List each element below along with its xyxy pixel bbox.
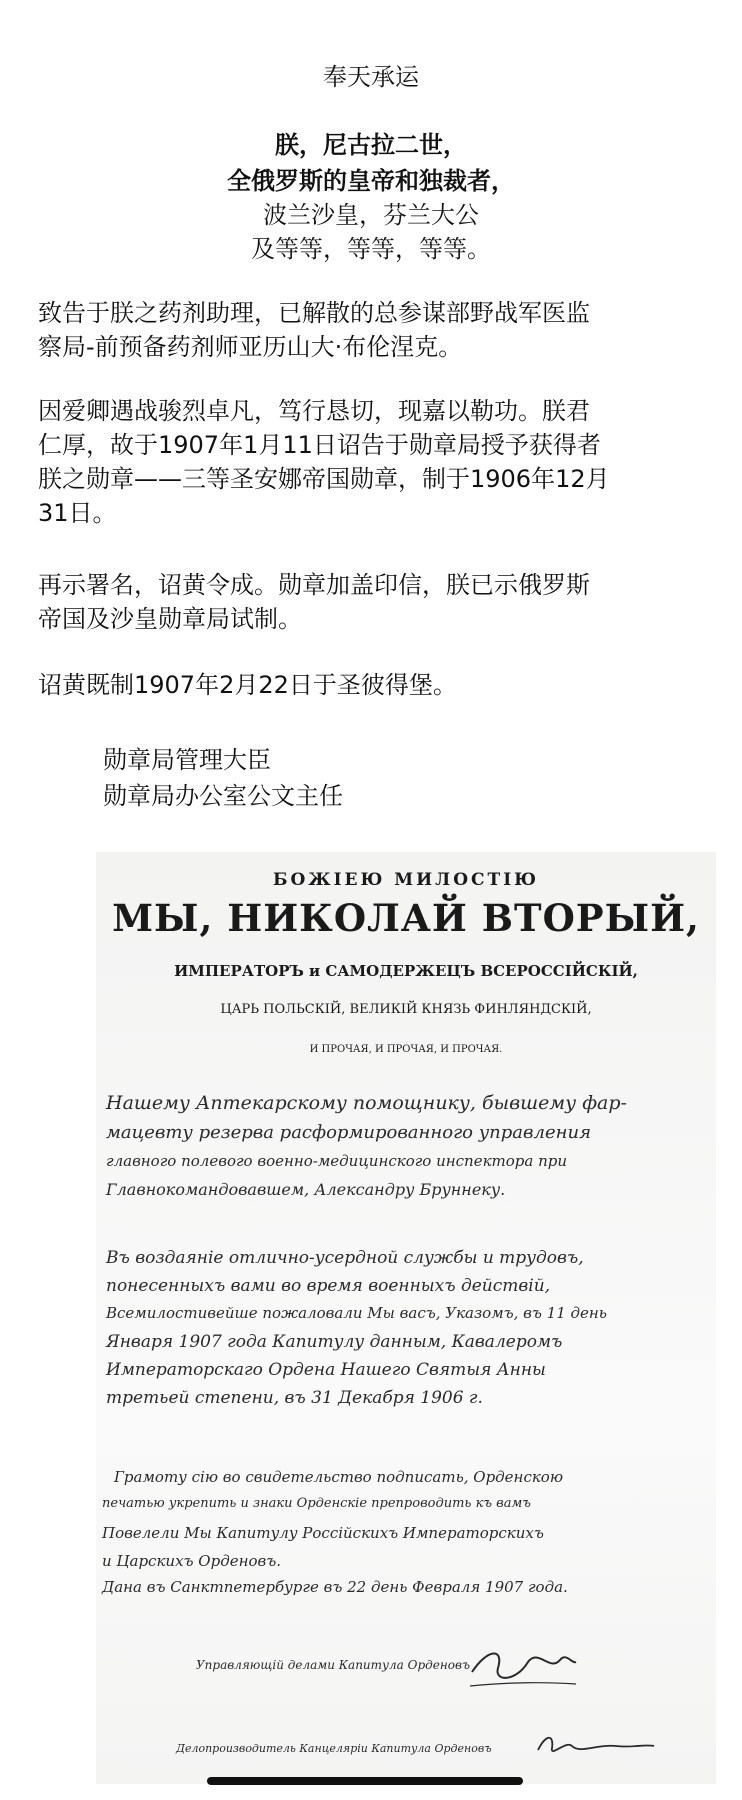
translation-heading: 奉天承运 [323,63,419,91]
handwritten-line: Императорскаго Ордена Нашего Святыя Анны [106,1360,546,1380]
handwritten-line: Дана въ Санктпетербурге въ 22 день Февраля 1907 года. [102,1578,568,1596]
diploma-header-grace: БОЖІЕЮ МИЛОСТІЮ [272,870,540,890]
handwritten-line: Делопроизводитель Канцеляріи Капитула Орденовъ [176,1742,492,1755]
paragraph-line: 再示署名，诏黄令成。勋章加盖印信，朕已示俄罗斯 [38,571,590,599]
paragraph-line: 帝国及沙皇勋章局试制。 [38,605,302,633]
handwritten-line: и Царскихъ Орденовъ. [102,1552,281,1570]
handwritten-line: печатью укрепить и знаки Орденскіе препроводить къ вамъ [102,1496,531,1511]
paragraph-line: 察局-前预备药剂师亚历山大·布伦涅克。 [38,333,463,361]
home-indicator[interactable] [207,1777,523,1785]
paragraph-line: 因爱卿遇战骏烈卓凡，笃行恳切，现嘉以勒功。朕君 [38,397,590,425]
handwritten-line: Въ воздаяніе отлично-усердной службы и трудовъ, [106,1248,584,1268]
paragraph-line: 诏黄既制1907年2月22日于圣彼得堡。 [38,671,457,699]
handwritten-line: третьей степени, въ 31 Декабря 1906 г. [106,1388,483,1408]
title-line: 朕，尼古拉二世， [275,131,467,159]
handwritten-line: мацевту резерва расформированного управления [106,1122,591,1143]
signatories [103,742,343,814]
handwritten-line: главного полевого военно-медицинского инспектора при [106,1152,568,1170]
handwritten-line: Грамоту сію во свидетельство подписать, Орденскою [114,1468,564,1486]
title-line: 全俄罗斯的皇帝和独裁者， [227,167,515,195]
paragraph-seal [38,568,710,636]
handwritten-line: Управляющій делами Капитула Орденовъ [196,1658,470,1672]
paragraph-line: 致告于朕之药剂助理，已解散的总参谋部野战军医监 [38,299,590,327]
paragraph-address [38,296,710,364]
diploma-header-emperor: ИМПЕРАТОРЪ и САМОДЕРЖЕЦЪ ВСЕРОССІЙСКІЙ, [174,962,638,980]
scanned-diploma [96,852,716,1784]
title-line: 波兰沙皇，芬兰大公 [263,201,479,229]
paragraph-line: 31日。 [38,499,117,527]
diploma-header-etc: И ПРОЧАЯ, И ПРОЧАЯ, И ПРОЧАЯ. [309,1044,503,1055]
diploma-header-name: МЫ, НИКОЛАЙ ВТОРЫЙ, [112,896,700,940]
handwritten-line: Повелели Мы Капитулу Россійскихъ Императорскихъ [102,1524,544,1542]
handwritten-line: Нашему Аптекарскому помощнику, бывшему фар- [106,1092,627,1114]
title-line: 及等等，等等，等等。 [251,235,491,263]
handwritten-line: понесенныхъ вами во время военныхъ действій, [106,1276,551,1296]
diploma-header-tsar: ЦАРЬ ПОЛЬСКІЙ, ВЕЛИКІЙ КНЯЗЬ ФИНЛЯНДСКІЙ, [220,1002,592,1017]
signature-chapter-manager [468,1642,578,1692]
signature-chancery-clerk [536,1730,656,1760]
handwritten-line: Января 1907 года Капитулу данным, Кавалеромъ [106,1332,563,1352]
handwritten-line: Всемилостивейше пожаловали Мы васъ, Указомъ, въ 11 день [106,1304,607,1322]
paragraph-date [38,668,710,702]
paragraph-award [38,394,710,530]
handwritten-line: Главнокомандовавшем, Александру Бруннеку. [106,1180,506,1199]
signatory-line: 勋章局办公室公文主任 [103,782,343,810]
signatory-line: 勋章局管理大臣 [103,746,271,774]
paragraph-line: 朕之勋章——三等圣安娜帝国勋章，制于1906年12月 [38,465,610,493]
paragraph-line: 仁厚，故于1907年1月11日诏告于勋章局授予获得者 [38,431,601,459]
